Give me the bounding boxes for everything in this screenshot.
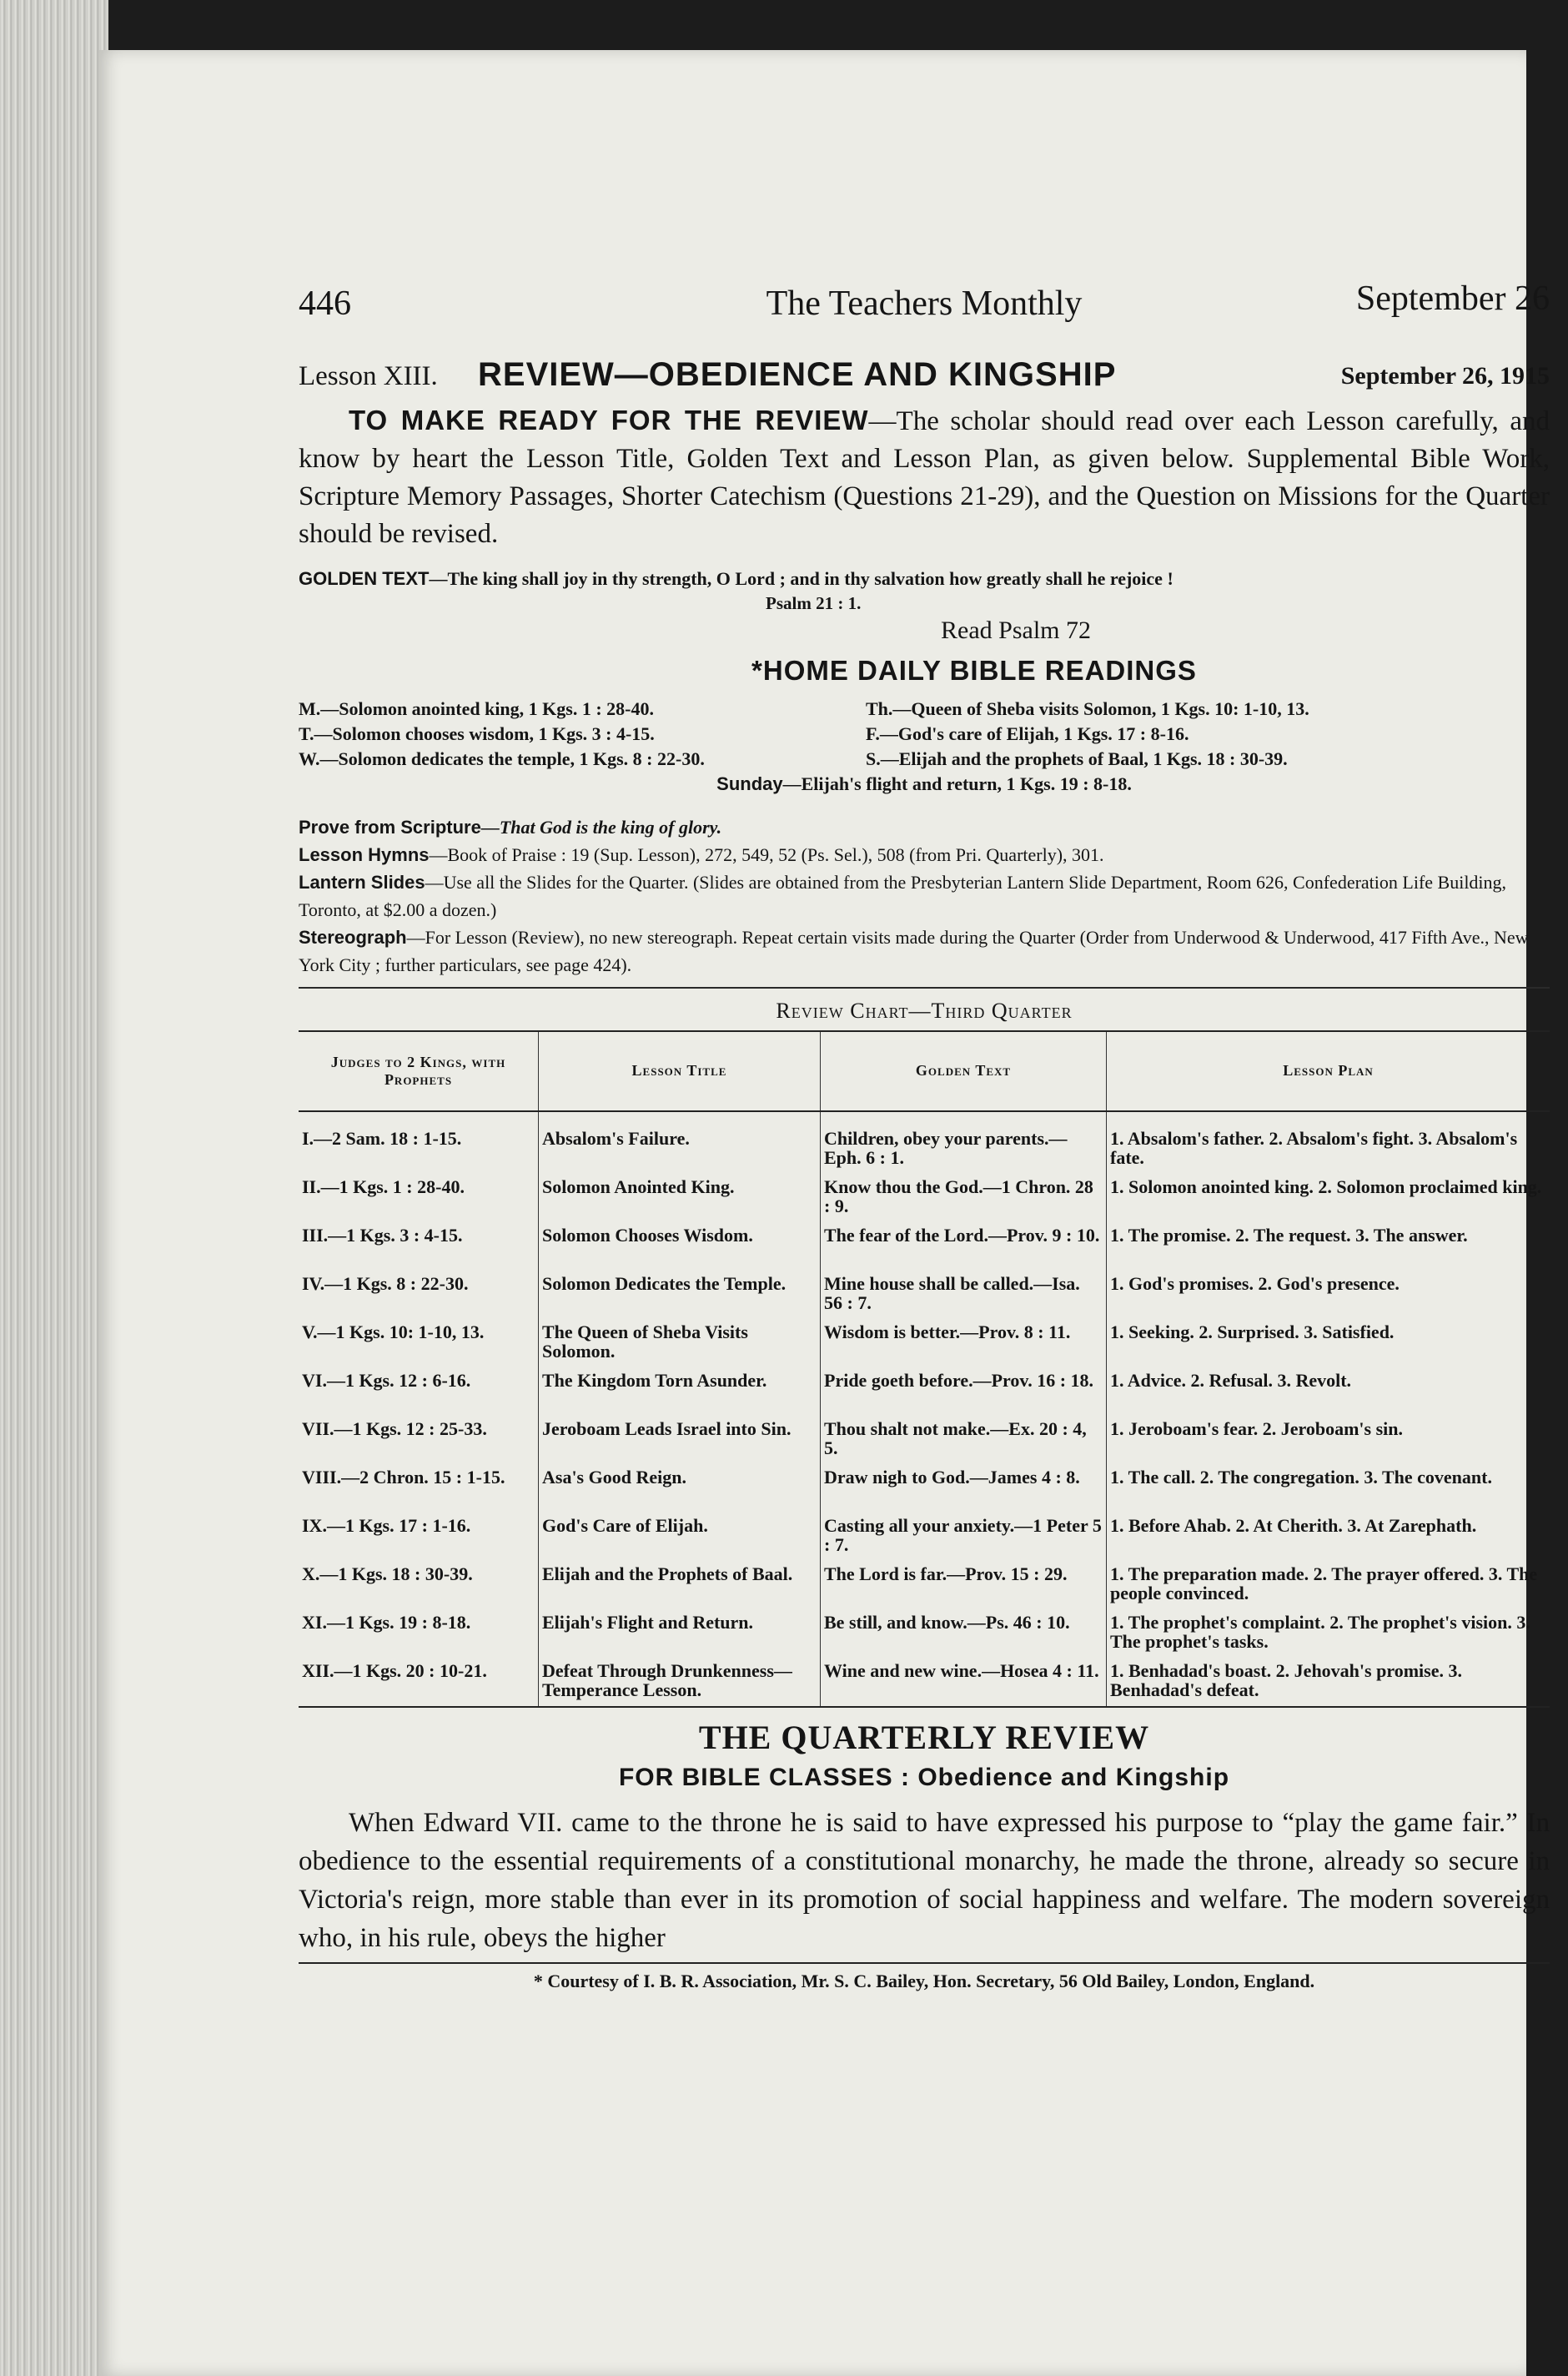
review-chart-cell: Elijah's Flight and Return.	[539, 1609, 821, 1658]
lesson-number: Lesson XIII.	[299, 361, 438, 391]
review-chart-cell: XI.—1 Kgs. 19 : 8-18.	[302, 1611, 471, 1633]
review-chart-cell: The Lord is far.—Prov. 15 : 29.	[821, 1561, 1107, 1609]
review-chart-column-header: Golden Text	[821, 1031, 1107, 1111]
review-chart-cell: 1. The preparation made. 2. The prayer offered. 3. The people convinced.	[1107, 1561, 1550, 1609]
review-chart-cell: II.—1 Kgs. 1 : 28-40.	[302, 1175, 465, 1197]
daily-reading-item: T.—Solomon chooses wisdom, 1 Kgs. 3 : 4-15.	[299, 722, 655, 744]
daily-readings-list	[299, 698, 1550, 770]
review-chart-row	[299, 1222, 1550, 1271]
page-number: 446	[299, 284, 351, 323]
review-chart-cell: Wisdom is better.—Prov. 8 : 11.	[821, 1319, 1107, 1367]
review-chart-cell: 1. Seeking. 2. Surprised. 3. Satisfied.	[1107, 1319, 1550, 1367]
review-chart-row	[299, 1609, 1550, 1658]
book-page-edges	[0, 0, 108, 2376]
running-header	[299, 275, 1550, 334]
daily-reading-item: F.—God's care of Elijah, 1 Kgs. 17 : 8-16.	[866, 722, 1189, 744]
review-chart-row	[299, 1367, 1550, 1416]
quarterly-review-subtitle: FOR BIBLE CLASSES : Obedience and Kingship	[618, 1763, 1230, 1791]
review-chart-cell: 1. Jeroboam's fear. 2. Jeroboam's sin.	[1107, 1416, 1550, 1464]
sunday-reading	[299, 773, 1550, 795]
footnote: * Courtesy of I. B. R. Association, Mr. S. C. Bailey, Hon. Secretary, 56 Old Bailey, London, England.	[299, 1962, 1550, 1992]
review-chart-row	[299, 1513, 1550, 1561]
review-chart-cell: Be still, and know.—Ps. 46 : 10.	[821, 1609, 1107, 1658]
review-chart-cell: 1. The promise. 2. The request. 3. The answer.	[1107, 1222, 1550, 1271]
read-psalm: Read Psalm 72	[941, 616, 1091, 644]
review-chart-cell: V.—1 Kgs. 10: 1-10, 13.	[302, 1321, 485, 1342]
magazine-page	[98, 50, 1550, 2376]
review-chart-cell: VII.—1 Kgs. 12 : 25-33.	[302, 1417, 487, 1439]
sunday-text: —Elijah's flight and return, 1 Kgs. 19 : 8-18.	[782, 773, 1132, 794]
review-chart-cell: 1. Absalom's father. 2. Absalom's fight. 3. Absalom's fate.	[1107, 1111, 1550, 1174]
review-chart-cell: X.—1 Kgs. 18 : 30-39.	[302, 1563, 473, 1584]
lesson-notes	[299, 813, 1550, 979]
review-chart-cell: Solomon Dedicates the Temple.	[539, 1271, 821, 1319]
daily-reading-item: S.—Elijah and the prophets of Baal, 1 Kgs. 18 : 30-39.	[866, 748, 1288, 769]
review-chart-header-row	[299, 1031, 1550, 1111]
review-preparation	[299, 402, 1550, 553]
review-chart-cell: 1. Solomon anointed king. 2. Solomon proclaimed king.	[1107, 1174, 1550, 1222]
daily-readings-heading: *HOME DAILY BIBLE READINGS	[751, 654, 1197, 686]
preparation-lead: TO MAKE READY FOR THE REVIEW	[349, 405, 869, 435]
issue-date: September 26	[1355, 279, 1550, 318]
review-chart-cell: 1. God's promises. 2. God's presence.	[1107, 1271, 1550, 1319]
review-chart-cell: The Queen of Sheba Visits Solomon.	[539, 1319, 821, 1367]
page-content	[299, 275, 1550, 1992]
section-rule	[299, 987, 1550, 989]
review-chart-cell: Solomon Chooses Wisdom.	[539, 1222, 821, 1271]
review-chart-body	[299, 1111, 1550, 1707]
review-chart-cell: 1. Before Ahab. 2. At Cherith. 3. At Zarephath.	[1107, 1513, 1550, 1561]
review-chart-cell: XII.—1 Kgs. 20 : 10-21.	[299, 1658, 539, 1707]
review-chart-cell: 1. The call. 2. The congregation. 3. The covenant.	[1107, 1464, 1550, 1513]
lesson-hymns: Lesson Hymns—Book of Praise : 19 (Sup. Lesson), 272, 549, 52 (Ps. Sel.), 508 (from Pri. Quarterly), 301.	[299, 843, 1104, 865]
journal-title: The Teachers Monthly	[766, 284, 1083, 323]
prove-from-scripture: Prove from Scripture—That God is the king of glory.	[299, 816, 722, 838]
lesson-title: REVIEW—OBEDIENCE AND KINGSHIP	[478, 356, 1117, 393]
review-chart-cell: IV.—1 Kgs. 8 : 22-30.	[302, 1272, 469, 1294]
review-chart-row	[299, 1271, 1550, 1319]
review-chart-column-header: Judges to 2 Kings, with Prophets	[299, 1031, 539, 1111]
review-chart-row	[299, 1658, 1550, 1707]
review-chart-row	[299, 1111, 1550, 1174]
review-chart-cell: Pride goeth before.—Prov. 16 : 18.	[821, 1367, 1107, 1416]
review-chart-cell: Jeroboam Leads Israel into Sin.	[539, 1416, 821, 1464]
review-chart-cell: Solomon Anointed King.	[539, 1174, 821, 1222]
review-chart-cell: The Kingdom Torn Asunder.	[539, 1367, 821, 1416]
sunday-label: Sunday	[716, 773, 783, 794]
review-chart-cell: I.—2 Sam. 18 : 1-15.	[302, 1127, 462, 1149]
quarterly-review-title: THE QUARTERLY REVIEW	[698, 1718, 1150, 1756]
review-chart-cell: Asa's Good Reign.	[539, 1464, 821, 1513]
review-chart-table	[299, 1030, 1550, 1708]
review-chart-cell: Elijah and the Prophets of Baal.	[539, 1561, 821, 1609]
review-chart-row	[299, 1561, 1550, 1609]
review-chart-cell: The fear of the Lord.—Prov. 9 : 10.	[821, 1222, 1107, 1271]
review-chart-cell: Know thou the God.—1 Chron. 28 : 9.	[821, 1174, 1107, 1222]
review-chart-cell: VIII.—2 Chron. 15 : 1-15.	[302, 1466, 505, 1488]
review-chart-column-header: Lesson Plan	[1107, 1031, 1550, 1111]
review-chart-cell: Draw nigh to God.—James 4 : 8.	[821, 1464, 1107, 1513]
daily-reading-item: M.—Solomon anointed king, 1 Kgs. 1 : 28-40.	[299, 697, 654, 719]
review-chart-row	[299, 1319, 1550, 1367]
review-chart-cell: 1. Benhadad's boast. 2. Jehovah's promise. 3. Benhadad's defeat.	[1107, 1658, 1550, 1707]
preparation-text: —The scholar should read over each Lesson carefully, and know by heart the Lesson Title, Golden Text and Lesson Plan, as given below. Supplemental Bible Work, Scripture Memory Passages, Shorter Catechism (Questions 21-29), and the Question on Missions for the Quarter should be revised.	[299, 406, 1550, 549]
review-chart-cell: God's Care of Elijah.	[539, 1513, 821, 1561]
review-chart-cell: Defeat Through Drunkenness—Temperance Lesson.	[539, 1658, 821, 1707]
review-chart-cell: Casting all your anxiety.—1 Peter 5 : 7.	[821, 1513, 1107, 1561]
lesson-date: September 26, 1915	[1340, 362, 1550, 390]
review-chart-cell: Absalom's Failure.	[539, 1111, 821, 1174]
quarterly-review-text: When Edward VII. came to the throne he is said to have expressed his purpose to “play the game fair.” In obedience to the essential requirements of a constitutional monarchy, he made the throne, already so secure in Victoria's reign, more stable than ever in its promotion of social happiness and welfare. The modern sovereign who, in his rule, obeys the higher	[299, 1807, 1550, 1954]
review-chart-cell: Thou shalt not make.—Ex. 20 : 4, 5.	[821, 1416, 1107, 1464]
review-chart-cell: Wine and new wine.—Hosea 4 : 11.	[821, 1658, 1107, 1707]
review-chart-row	[299, 1464, 1550, 1513]
review-chart-cell: IX.—1 Kgs. 17 : 1-16.	[302, 1514, 471, 1536]
golden-text-body: —The king shall joy in thy strength, O Lord ; and in thy salvation how greatly shall he rejoice !	[429, 567, 1173, 589]
stereograph: Stereograph—For Lesson (Review), no new stereograph. Repeat certain visits made during the Quarter (Order from Underwood & Underwood, 417 Fifth Ave., New York City ; further particulars, see page 424).	[299, 926, 1529, 975]
review-chart-row	[299, 1174, 1550, 1222]
daily-reading-item: W.—Solomon dedicates the temple, 1 Kgs. 8 : 22-30.	[299, 748, 705, 769]
review-chart-cell: 1. The prophet's complaint. 2. The prophet's vision. 3. The prophet's tasks.	[1107, 1609, 1550, 1658]
review-chart-cell: III.—1 Kgs. 3 : 4-15.	[302, 1224, 463, 1246]
golden-text-reference: Psalm 21 : 1.	[766, 592, 862, 613]
review-chart-cell: Children, obey your parents.—Eph. 6 : 1.	[821, 1111, 1107, 1174]
golden-text	[299, 560, 1550, 640]
review-chart-cell: Mine house shall be called.—Isa. 56 : 7.	[821, 1271, 1107, 1319]
review-chart-row	[299, 1416, 1550, 1464]
lantern-slides: Lantern Slides—Use all the Slides for the Quarter. (Slides are obtained from the Presbyterian Lantern Slide Department, Room 626, Confederation Life Building, Toronto, at $2.00 a dozen.)	[299, 871, 1507, 920]
review-chart-cell: VI.—1 Kgs. 12 : 6-16.	[302, 1369, 471, 1391]
lesson-heading	[299, 345, 1550, 397]
review-chart-title: Review Chart—Third Quarter	[776, 998, 1073, 1023]
golden-text-label: GOLDEN TEXT	[299, 567, 430, 589]
review-chart-column-header: Lesson Title	[539, 1031, 821, 1111]
review-chart-cell: 1. Advice. 2. Refusal. 3. Revolt.	[1107, 1367, 1550, 1416]
daily-reading-item: Th.—Queen of Sheba visits Solomon, 1 Kgs. 10: 1-10, 13.	[866, 697, 1309, 719]
